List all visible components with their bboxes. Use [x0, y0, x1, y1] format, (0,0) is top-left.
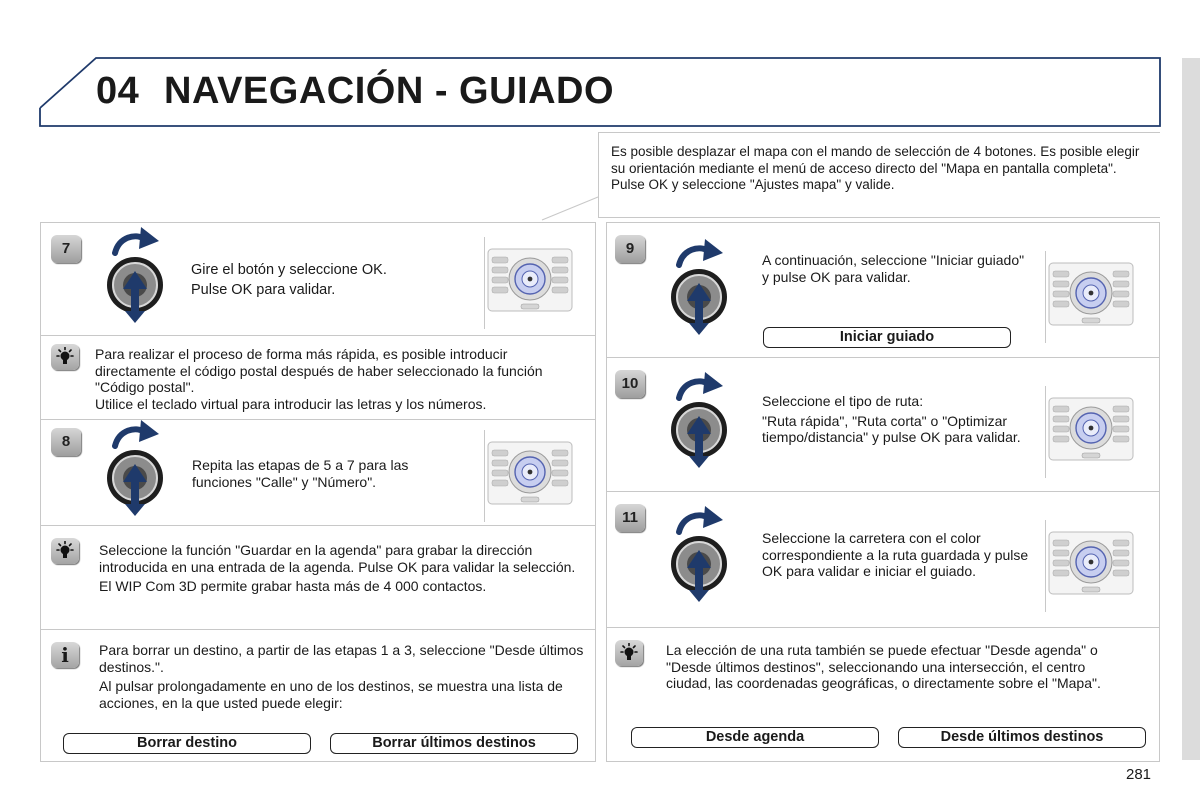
info-icon — [51, 642, 79, 668]
step-11-row — [607, 491, 1159, 627]
control-panel-thumbnail — [484, 237, 574, 329]
tip-1-text: Para realizar el proceso de forma más rápida, es posible introducir directamente el código postal después de haber seleccionado la función "Código postal". Utilice el teclado virtual para introducir las letras y los números. — [95, 346, 543, 412]
tip-2-paragraph-2: El WIP Com 3D permite grabar hasta más de 4 000 contactos. — [99, 578, 487, 594]
control-panel-thumbnail — [1045, 251, 1135, 343]
intro-callout — [598, 132, 1160, 218]
control-panel-thumbnail — [1045, 520, 1135, 612]
step-7-text — [191, 260, 481, 300]
step-7-badge: 7 — [51, 235, 81, 263]
step-10-text — [762, 393, 1037, 446]
info-paragraph-1: Para borrar un destino, a partir de las etapas 1 a 3, seleccione "Desde últimos destinos.". — [99, 642, 584, 675]
callout-pointer — [540, 196, 602, 222]
info-paragraph-2: Al pulsar prolongadamente en uno de los destinos, se muestra una lista de acciones, en la que usted puede elegir: — [99, 678, 563, 711]
right-panel — [606, 222, 1160, 762]
step-11-text: Seleccione la carretera con el color correspondiente a la ruta guardada y pulse OK para validar e iniciar el guiado. — [762, 530, 1029, 579]
step-8-row — [41, 419, 595, 525]
page-side-strip — [1182, 58, 1200, 760]
info-row — [41, 629, 595, 763]
info-glyph: i — [61, 643, 69, 667]
tip-lightbulb-icon — [615, 640, 643, 666]
rotary-knob-icon — [105, 420, 179, 516]
step-10-badge: 10 — [615, 370, 645, 398]
tip-lightbulb-icon — [51, 538, 79, 564]
tip-1-row — [41, 335, 595, 419]
step-8-text: Repita las etapas de 5 a 7 para las funciones "Calle" y "Número". — [192, 457, 409, 490]
info-text — [99, 642, 589, 711]
rotary-knob-icon — [669, 506, 743, 602]
intro-text: Es posible desplazar el mapa con el mando de selección de 4 botones. Es posible elegir su orientación mediante el menú de acceso directo del "Mapa en pantalla completa". Pulse OK y seleccione "Ajustes mapa" y valide. — [611, 144, 1140, 192]
borrar-destino-button[interactable]: Borrar destino — [63, 733, 311, 754]
control-panel-thumbnail — [1045, 386, 1135, 478]
tip-2-text — [99, 542, 589, 595]
tip-lightbulb-icon — [51, 344, 79, 370]
step-11-badge: 11 — [615, 504, 645, 532]
step-10-line-2: "Ruta rápida", "Ruta corta" o "Optimizar tiempo/distancia" y pulse OK para validar. — [762, 412, 1021, 445]
iniciar-guiado-button[interactable]: Iniciar guiado — [763, 327, 1011, 348]
right-tip-row — [607, 627, 1159, 763]
desde-ultimos-destinos-button[interactable]: Desde últimos destinos — [898, 727, 1146, 748]
step-10-row — [607, 357, 1159, 491]
rotary-knob-icon — [105, 227, 179, 323]
desde-agenda-button[interactable]: Desde agenda — [631, 727, 879, 748]
chapter-number: 04 — [96, 70, 140, 112]
step-7-line-1: Gire el botón y seleccione OK. — [191, 262, 387, 278]
control-panel-thumbnail — [484, 430, 574, 522]
rotary-knob-icon — [669, 239, 743, 335]
step-8-badge: 8 — [51, 428, 81, 456]
left-panel — [40, 222, 596, 762]
page-number: 281 — [1126, 766, 1152, 783]
step-9-text: A continuación, seleccione "Iniciar guiado" y pulse OK para validar. — [762, 252, 1025, 285]
tip-2-row — [41, 525, 595, 629]
chapter-title: NAVEGACIÓN - GUIADO — [164, 70, 615, 112]
step-10-line-1: Seleccione el tipo de ruta: — [762, 393, 924, 409]
rotary-knob-icon — [669, 372, 743, 468]
tip-2-paragraph-1: Seleccione la función "Guardar en la agenda" para grabar la dirección introducida en una entrada de la agenda. Pulse OK para validar la selección. — [99, 542, 576, 575]
step-7-row — [41, 223, 595, 335]
step-9-badge: 9 — [615, 235, 645, 263]
step-9-row — [607, 223, 1159, 357]
right-tip-text: La elección de una ruta también se puede efectuar "Desde agenda" o "Desde últimos destinos", seleccionando una intersección, el centro ciudad, las coordenadas geográficas, o directamente sobre el "Mapa". — [666, 642, 1101, 691]
borrar-ultimos-destinos-button[interactable]: Borrar últimos destinos — [330, 733, 578, 754]
step-7-line-2: Pulse OK para validar. — [191, 282, 336, 298]
